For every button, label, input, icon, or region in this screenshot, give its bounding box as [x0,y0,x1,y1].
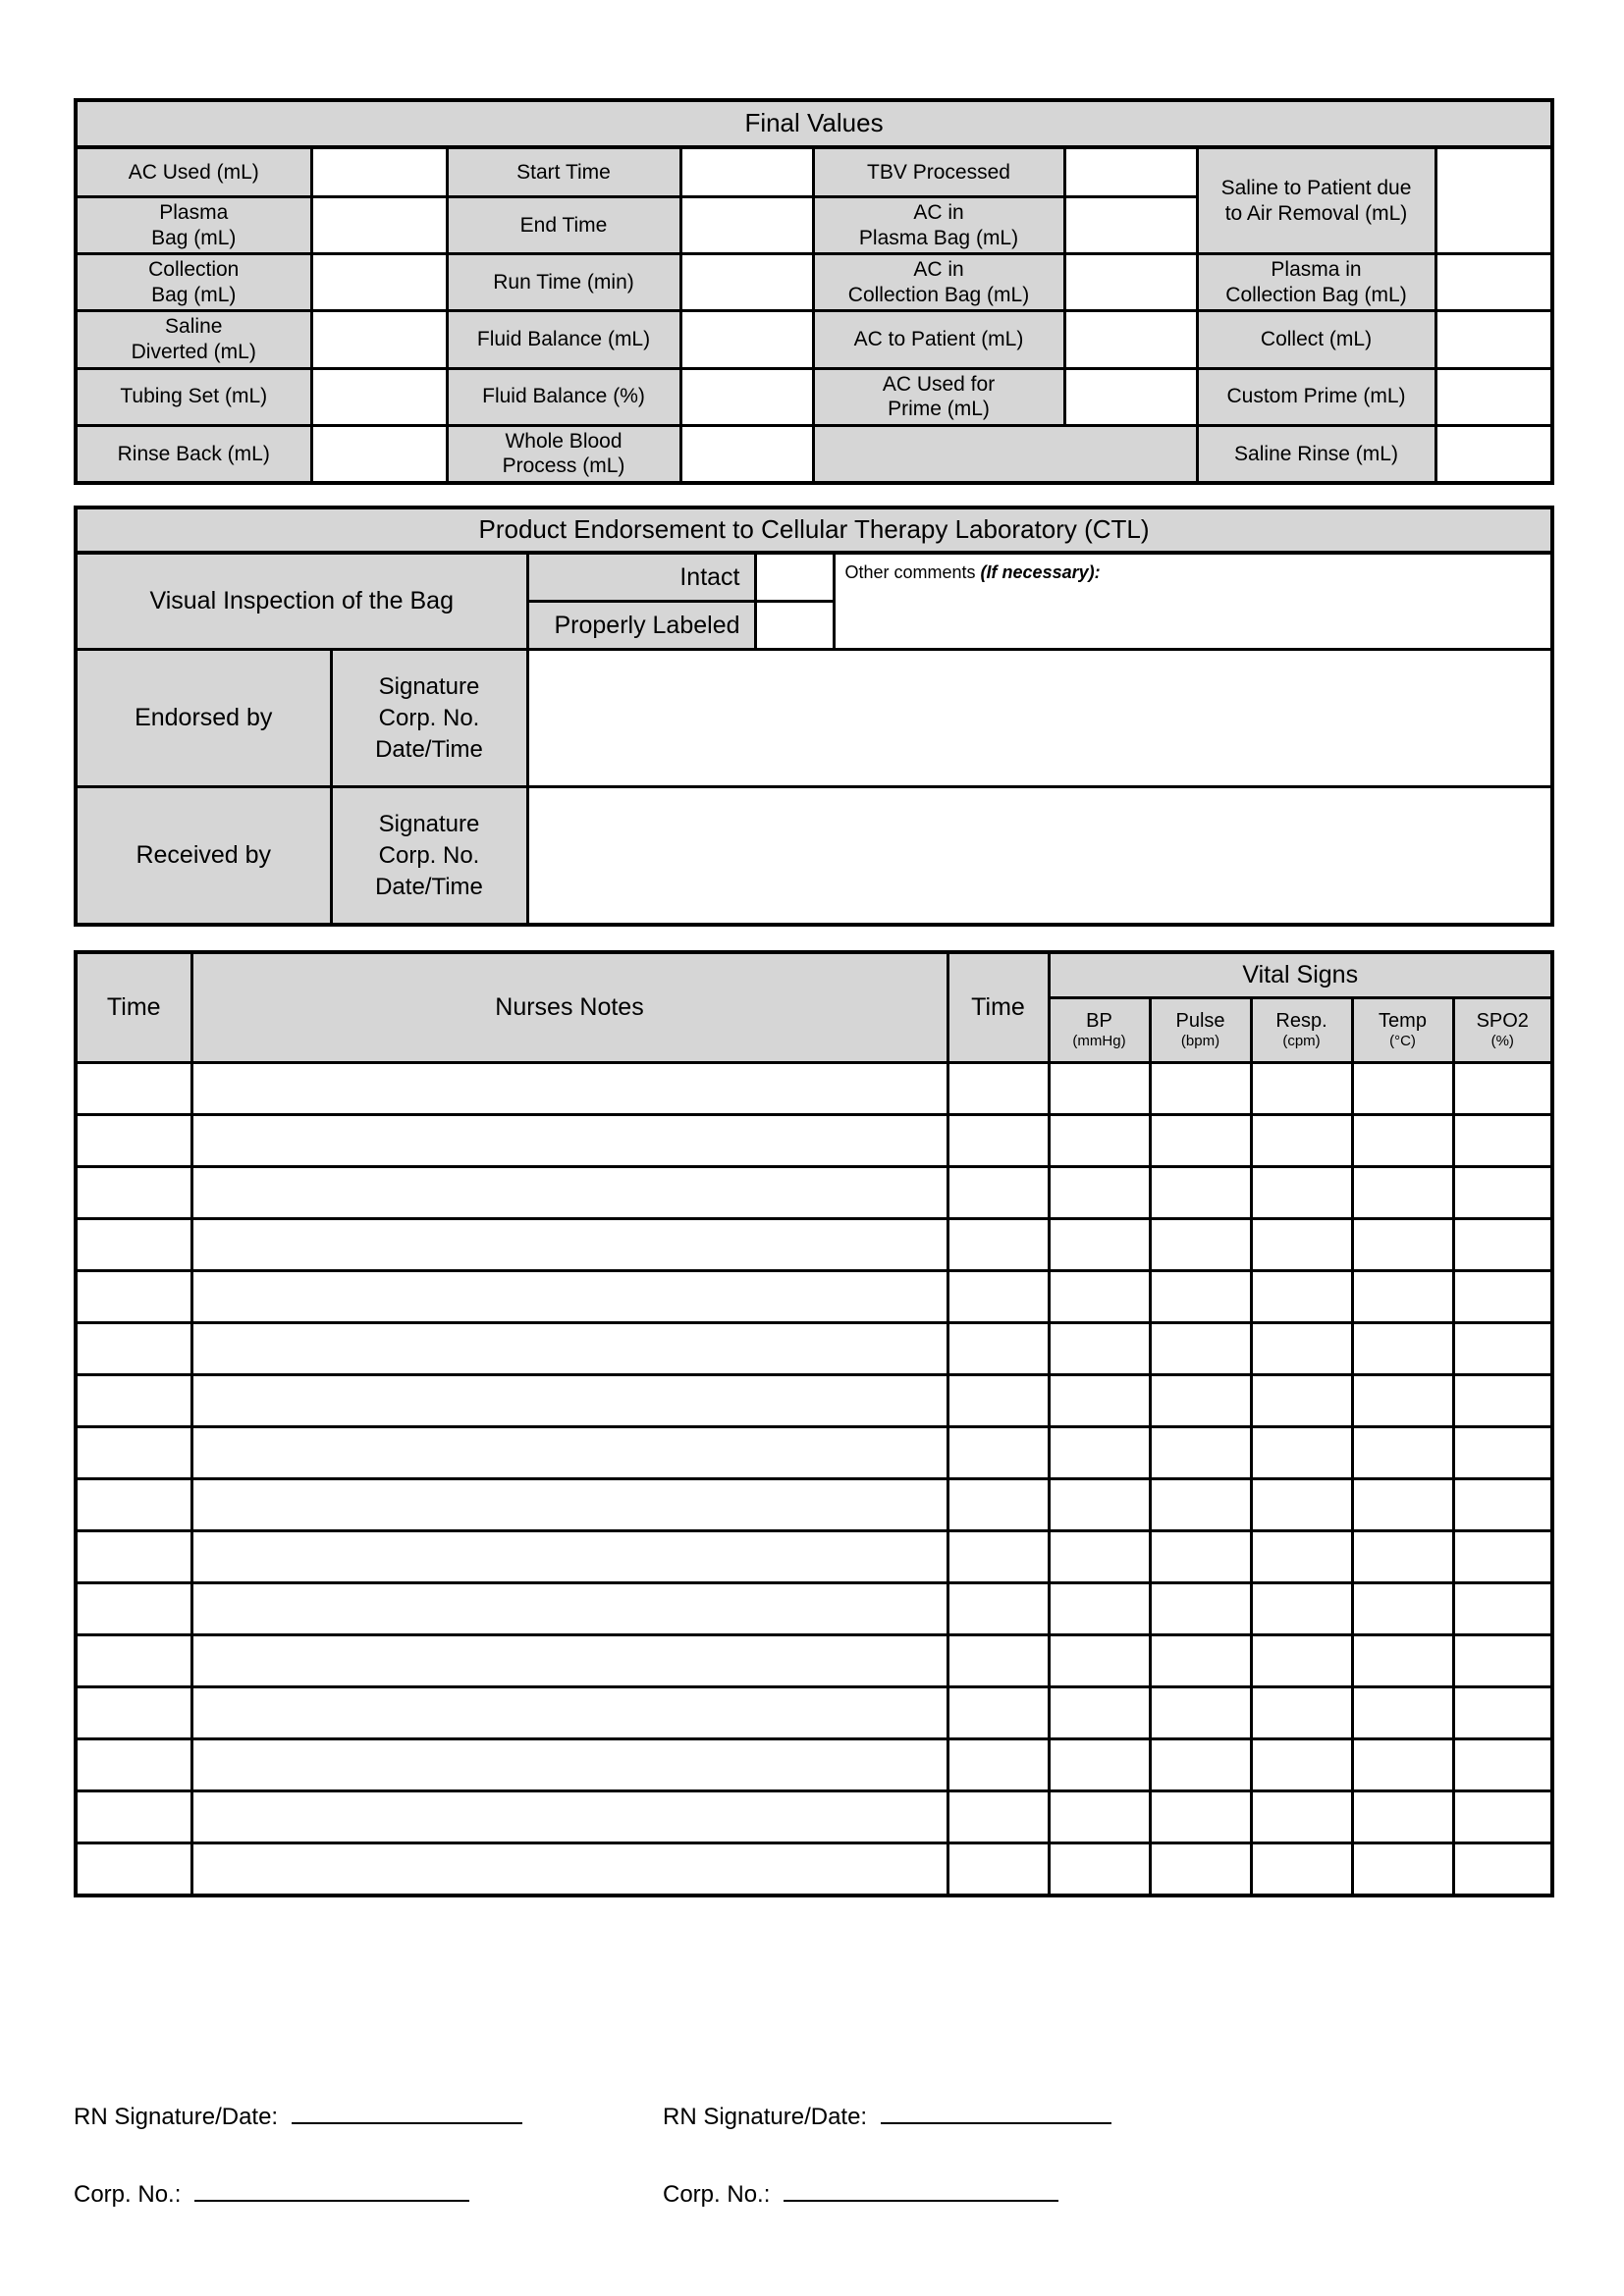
cell-temp[interactable] [1352,1635,1453,1687]
corp-no-row [74,2178,1550,2209]
cell-note[interactable] [191,1323,947,1375]
cell-spo2[interactable] [1453,1843,1552,1896]
cell-resp[interactable] [1251,1479,1352,1531]
cell-time[interactable] [76,1843,191,1896]
cell-note[interactable] [191,1791,947,1843]
cell-bp[interactable] [1049,1635,1150,1687]
received-by-signature-field[interactable] [527,787,1552,926]
cell-spo2[interactable] [1453,1375,1552,1427]
cell-bp[interactable] [1049,1323,1150,1375]
value-run-time[interactable] [680,254,813,311]
table-row [76,1843,1552,1896]
header-spo2-name: SPO2 [1476,1010,1529,1033]
final-values-table [74,98,1554,485]
cell-time[interactable] [76,1167,191,1219]
cell-resp[interactable] [1251,1219,1352,1271]
value-custom-prime[interactable] [1435,368,1552,425]
table-row [76,1531,1552,1583]
cell-note[interactable] [191,1427,947,1479]
cell-spo2[interactable] [1453,1687,1552,1739]
cell-time[interactable] [76,1063,191,1115]
cell-bp[interactable] [1049,1739,1150,1791]
label-end-time: End Time [447,197,680,254]
value-plasma-bag[interactable] [311,197,447,254]
value-saline-rinse[interactable] [1435,425,1552,483]
rn-signature-label-left: RN Signature/Date: [74,2104,279,2130]
rn-signature-label-right: RN Signature/Date: [663,2104,868,2130]
header-bp-name: BP [1086,1010,1112,1033]
cell-bp[interactable] [1049,1583,1150,1635]
label-fluid-balance-ml: Fluid Balance (mL) [447,311,680,368]
value-tubing-set[interactable] [311,368,447,425]
value-properly-labeled[interactable] [755,602,834,650]
cell-spo2[interactable] [1453,1791,1552,1843]
cell-time-vitals[interactable] [947,1479,1049,1531]
cell-spo2[interactable] [1453,1271,1552,1323]
cell-temp[interactable] [1352,1219,1453,1271]
header-time-notes: Time [76,952,191,1063]
cell-temp[interactable] [1352,1791,1453,1843]
cell-resp[interactable] [1251,1843,1352,1896]
cell-resp[interactable] [1251,1271,1352,1323]
cell-resp[interactable] [1251,1115,1352,1167]
table-row [76,1583,1552,1635]
cell-temp[interactable] [1352,1271,1453,1323]
cell-note[interactable] [191,1115,947,1167]
received-by-signature-detail: Signature Corp. No. Date/Time [331,787,527,926]
cell-bp[interactable] [1049,1375,1150,1427]
endorsement-table [74,506,1554,927]
cell-resp[interactable] [1251,1167,1352,1219]
label-ac-in-collection-bag: AC in Collection Bag (mL) [813,254,1064,311]
table-row [76,1375,1552,1427]
final-values-row-1 [76,147,1552,197]
endorsed-by-signature-detail: Signature Corp. No. Date/Time [331,650,527,787]
label-start-time: Start Time [447,147,680,197]
label-ac-used-for-prime: AC Used for Prime (mL) [813,368,1064,425]
table-row [76,1063,1552,1115]
table-row [76,1115,1552,1167]
label-tbv-processed: TBV Processed [813,147,1064,197]
cell-temp[interactable] [1352,1531,1453,1583]
cell-time-vitals[interactable] [947,1271,1049,1323]
other-comments-label: Other comments [844,562,981,583]
cell-resp[interactable] [1251,1791,1352,1843]
signature-footer [74,2101,1550,2256]
cell-spo2[interactable] [1453,1635,1552,1687]
endorsement-title-row [76,507,1552,553]
table-row [76,1687,1552,1739]
value-saline-to-patient-air-removal[interactable] [1435,147,1552,254]
label-collection-bag: Collection Bag (mL) [76,254,311,311]
cell-note[interactable] [191,1635,947,1687]
cell-resp[interactable] [1251,1323,1352,1375]
notes-header-row-1 [76,952,1552,998]
other-comments-cell[interactable] [834,553,1552,650]
table-row [76,1635,1552,1687]
endorsement-title: Product Endorsement to Cellular Therapy Laboratory (CTL) [76,507,1552,553]
cell-spo2[interactable] [1453,1427,1552,1479]
endorsed-by-signature-field[interactable] [527,650,1552,787]
label-intact: Intact [527,553,755,602]
header-resp [1251,998,1352,1063]
rn-signature-field-right[interactable] [881,2101,1111,2124]
cell-temp[interactable] [1352,1843,1453,1896]
value-ac-in-collection-bag[interactable] [1064,254,1197,311]
label-plasma-bag: Plasma Bag (mL) [76,197,311,254]
table-row [76,1323,1552,1375]
cell-bp[interactable] [1049,1427,1150,1479]
cell-bp[interactable] [1049,1063,1150,1115]
cell-pulse[interactable] [1150,1115,1251,1167]
cell-time[interactable] [76,1271,191,1323]
cell-note[interactable] [191,1843,947,1896]
cell-time[interactable] [76,1635,191,1687]
header-spo2-unit: (%) [1490,1033,1514,1050]
corp-no-left [74,2178,663,2209]
value-ac-in-plasma-bag[interactable] [1064,197,1197,254]
cell-note[interactable] [191,1583,947,1635]
cell-time[interactable] [76,1375,191,1427]
header-pulse [1150,998,1251,1063]
value-rinse-back[interactable] [311,425,447,483]
cell-bp[interactable] [1049,1687,1150,1739]
cell-note[interactable] [191,1375,947,1427]
cell-time-vitals[interactable] [947,1219,1049,1271]
cell-spo2[interactable] [1453,1479,1552,1531]
header-pulse-unit: (bpm) [1180,1033,1220,1050]
cell-resp[interactable] [1251,1427,1352,1479]
cell-pulse[interactable] [1150,1271,1251,1323]
cell-time-vitals[interactable] [947,1323,1049,1375]
cell-time-vitals[interactable] [947,1583,1049,1635]
cell-time[interactable] [76,1219,191,1271]
cell-resp[interactable] [1251,1063,1352,1115]
cell-time-vitals[interactable] [947,1687,1049,1739]
cell-spo2[interactable] [1453,1167,1552,1219]
corp-no-label-right: Corp. No.: [663,2181,771,2208]
value-start-time[interactable] [680,147,813,197]
header-pulse-name: Pulse [1175,1010,1225,1033]
cell-bp[interactable] [1049,1219,1150,1271]
final-values-row-3 [76,254,1552,311]
cell-pulse[interactable] [1150,1479,1251,1531]
rn-signature-right [663,2101,1252,2131]
cell-pulse[interactable] [1150,1063,1251,1115]
cell-temp[interactable] [1352,1167,1453,1219]
cell-pulse[interactable] [1150,1375,1251,1427]
visual-inspection-label: Visual Inspection of the Bag [76,553,527,650]
cell-note[interactable] [191,1167,947,1219]
cell-time[interactable] [76,1687,191,1739]
cell-note[interactable] [191,1219,947,1271]
label-whole-blood-process: Whole Blood Process (mL) [447,425,680,483]
header-time-vitals: Time [947,952,1049,1063]
cell-spo2[interactable] [1453,1115,1552,1167]
cell-time-vitals[interactable] [947,1167,1049,1219]
value-end-time[interactable] [680,197,813,254]
label-endorsed-by: Endorsed by [76,650,331,787]
cell-pulse[interactable] [1150,1687,1251,1739]
table-row [76,1271,1552,1323]
cell-pulse[interactable] [1150,1791,1251,1843]
visual-inspection-row-intact [76,553,1552,602]
label-fluid-balance-pct: Fluid Balance (%) [447,368,680,425]
label-received-by: Received by [76,787,331,926]
final-values-row-5 [76,368,1552,425]
value-ac-used-for-prime[interactable] [1064,368,1197,425]
cell-pulse[interactable] [1150,1739,1251,1791]
cell-spo2[interactable] [1453,1219,1552,1271]
cell-time[interactable] [76,1583,191,1635]
cell-temp[interactable] [1352,1323,1453,1375]
cell-bp[interactable] [1049,1479,1150,1531]
label-collect: Collect (mL) [1197,311,1435,368]
cell-temp[interactable] [1352,1375,1453,1427]
value-plasma-in-collection-bag[interactable] [1435,254,1552,311]
table-row [76,1427,1552,1479]
final-values-row-6 [76,425,1552,483]
endorsed-by-row [76,650,1552,787]
cell-spo2[interactable] [1453,1583,1552,1635]
cell-time[interactable] [76,1427,191,1479]
cell-bp[interactable] [1049,1115,1150,1167]
value-tbv-processed[interactable] [1064,147,1197,197]
other-comments-hint: (If necessary): [980,562,1101,583]
header-bp [1049,998,1150,1063]
cell-time-vitals[interactable] [947,1063,1049,1115]
cell-pulse[interactable] [1150,1635,1251,1687]
cell-pulse[interactable] [1150,1167,1251,1219]
value-intact[interactable] [755,553,834,602]
cell-spo2[interactable] [1453,1323,1552,1375]
nurses-notes-body [76,1063,1552,1896]
cell-pulse[interactable] [1150,1583,1251,1635]
header-resp-unit: (cpm) [1282,1033,1321,1050]
label-custom-prime: Custom Prime (mL) [1197,368,1435,425]
form-page [74,0,1550,1897]
cell-pulse[interactable] [1150,1323,1251,1375]
header-temp-unit: (°C) [1389,1033,1416,1050]
header-temp [1352,998,1453,1063]
label-ac-used: AC Used (mL) [76,147,311,197]
table-row [76,1219,1552,1271]
label-run-time: Run Time (min) [447,254,680,311]
value-whole-blood-process[interactable] [680,425,813,483]
cell-note[interactable] [191,1739,947,1791]
cell-time[interactable] [76,1115,191,1167]
cell-note[interactable] [191,1063,947,1115]
final-values-title: Final Values [76,100,1552,147]
cell-bp[interactable] [1049,1271,1150,1323]
value-fluid-balance-ml[interactable] [680,311,813,368]
cell-time[interactable] [76,1323,191,1375]
label-tubing-set: Tubing Set (mL) [76,368,311,425]
cell-bp[interactable] [1049,1791,1150,1843]
cell-pulse[interactable] [1150,1427,1251,1479]
rn-signature-left [74,2101,663,2131]
header-bp-unit: (mmHg) [1072,1033,1126,1050]
cell-temp[interactable] [1352,1063,1453,1115]
cell-resp[interactable] [1251,1583,1352,1635]
label-saline-diverted: Saline Diverted (mL) [76,311,311,368]
cell-bp[interactable] [1049,1167,1150,1219]
header-spo2 [1453,998,1552,1063]
corp-no-field-left[interactable] [194,2178,469,2202]
cell-note[interactable] [191,1271,947,1323]
cell-time-vitals[interactable] [947,1739,1049,1791]
value-collect[interactable] [1435,311,1552,368]
label-properly-labeled: Properly Labeled [527,602,755,650]
label-plasma-in-collection-bag: Plasma in Collection Bag (mL) [1197,254,1435,311]
corp-no-field-right[interactable] [784,2178,1058,2202]
cell-bp[interactable] [1049,1531,1150,1583]
value-ac-used[interactable] [311,147,447,197]
cell-temp[interactable] [1352,1739,1453,1791]
cell-resp[interactable] [1251,1531,1352,1583]
header-resp-name: Resp. [1275,1010,1327,1033]
value-collection-bag[interactable] [311,254,447,311]
cell-resp[interactable] [1251,1635,1352,1687]
cell-time-vitals[interactable] [947,1635,1049,1687]
nurses-notes-table [74,950,1554,1897]
cell-note[interactable] [191,1687,947,1739]
cell-spo2[interactable] [1453,1063,1552,1115]
cell-time-vitals[interactable] [947,1791,1049,1843]
cell-time[interactable] [76,1739,191,1791]
final-values-title-row [76,100,1552,147]
cell-resp[interactable] [1251,1375,1352,1427]
label-rinse-back: Rinse Back (mL) [76,425,311,483]
table-row [76,1791,1552,1843]
label-saline-rinse: Saline Rinse (mL) [1197,425,1435,483]
cell-temp[interactable] [1352,1687,1453,1739]
rn-signature-row [74,2101,1550,2131]
header-vital-signs: Vital Signs [1049,952,1552,998]
final-values-row-4 [76,311,1552,368]
cell-note[interactable] [191,1479,947,1531]
cell-pulse[interactable] [1150,1843,1251,1896]
received-by-row [76,787,1552,926]
cell-spo2[interactable] [1453,1739,1552,1791]
table-row [76,1167,1552,1219]
cell-time-vitals[interactable] [947,1427,1049,1479]
cell-time[interactable] [76,1479,191,1531]
cell-bp[interactable] [1049,1843,1150,1896]
cell-time-vitals[interactable] [947,1843,1049,1896]
corp-no-right [663,2178,1252,2209]
table-row [76,1739,1552,1791]
cell-resp[interactable] [1251,1687,1352,1739]
cell-temp[interactable] [1352,1427,1453,1479]
rn-signature-field-left[interactable] [292,2101,522,2124]
header-temp-name: Temp [1379,1010,1427,1033]
table-row [76,1479,1552,1531]
cell-resp[interactable] [1251,1739,1352,1791]
label-ac-in-plasma-bag: AC in Plasma Bag (mL) [813,197,1064,254]
cell-time-vitals[interactable] [947,1531,1049,1583]
cell-time-vitals[interactable] [947,1375,1049,1427]
cell-temp[interactable] [1352,1583,1453,1635]
header-nurses-notes: Nurses Notes [191,952,947,1063]
empty-filler-cell [813,425,1197,483]
cell-time[interactable] [76,1531,191,1583]
cell-pulse[interactable] [1150,1531,1251,1583]
label-ac-to-patient: AC to Patient (mL) [813,311,1064,368]
cell-temp[interactable] [1352,1479,1453,1531]
cell-pulse[interactable] [1150,1219,1251,1271]
value-ac-to-patient[interactable] [1064,311,1197,368]
cell-spo2[interactable] [1453,1531,1552,1583]
cell-note[interactable] [191,1531,947,1583]
corp-no-label-left: Corp. No.: [74,2181,182,2208]
value-fluid-balance-pct[interactable] [680,368,813,425]
cell-time[interactable] [76,1791,191,1843]
cell-temp[interactable] [1352,1115,1453,1167]
value-saline-diverted[interactable] [311,311,447,368]
label-saline-to-patient-air-removal: Saline to Patient due to Air Removal (mL) [1197,147,1435,254]
cell-time-vitals[interactable] [947,1115,1049,1167]
